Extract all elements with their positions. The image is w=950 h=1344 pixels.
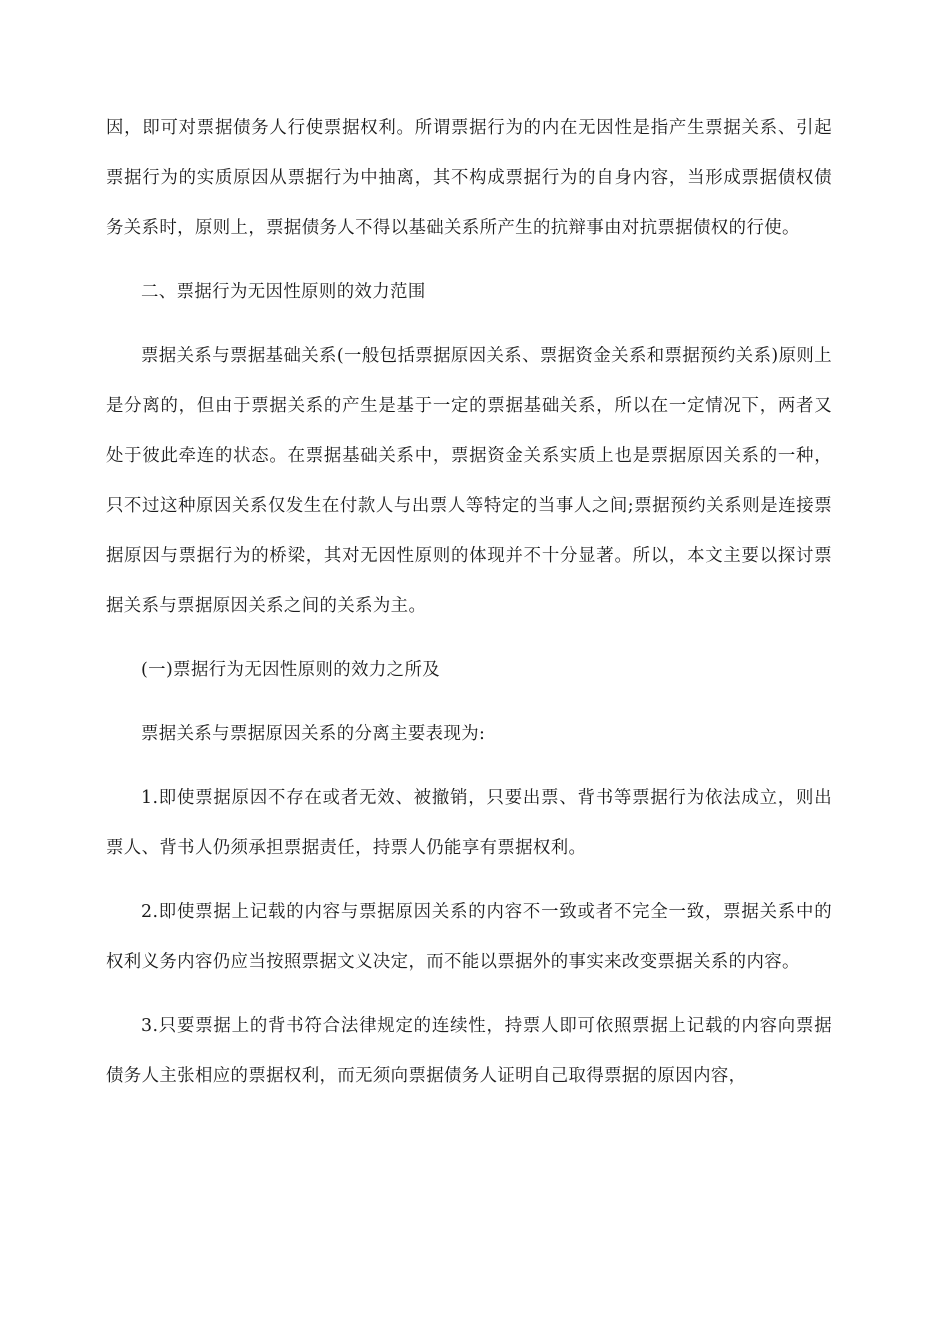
section-heading: 二、票据行为无因性原则的效力范围 <box>141 282 426 302</box>
paragraph: 票据关系与票据原因关系的分离主要表现为: <box>141 724 486 744</box>
list-item-paragraph: 1.即使票据原因不存在或者无效、被撤销，只要出票、背书等票据行为依法成立，则出票人、背书人仍须承担票据责任，持票人仍能享有票据权利。 <box>106 788 832 858</box>
list-item-paragraph: 3.只要票据上的背书符合法律规定的连续性，持票人即可依照票据上记载的内容向票据债务人主张相应的票据权利，而无须向票据债务人证明自己取得票据的原因内容， <box>106 1016 832 1086</box>
paragraph-continuation: 因，即可对票据债务人行使票据权利。所谓票据行为的内在无因性是指产生票据关系、引起票据行为的实质原因从票据行为中抽离，其不构成票据行为的自身内容，当形成票据债权债务关系时，原则上，票据债务人不得以基础关系所产生的抗辩事由对抗票据债权的行使。 <box>106 118 832 238</box>
subsection-heading: (一)票据行为无因性原则的效力之所及 <box>141 660 441 680</box>
list-item-paragraph: 2.即使票据上记载的内容与票据原因关系的内容不一致或者不完全一致，票据关系中的权利义务内容仍应当按照票据文义决定，而不能以票据外的事实来改变票据关系的内容。 <box>106 902 832 972</box>
paragraph: 票据关系与票据基础关系(一般包括票据原因关系、票据资金关系和票据预约关系)原则上是分离的，但由于票据关系的产生是基于一定的票据基础关系，所以在一定情况下，两者又处于彼此牵连的状态。在票据基础关系中，票据资金关系实质上也是票据原因关系的一种，只不过这种原因关系仅发生在付款人与出票人等特定的当事人之间;票据预约关系则是连接票据原因与票据行为的桥梁，其对无因性原则的体现并不十分显著。所以，本文主要以探讨票据关系与票据原因关系之间的关系为主。 <box>106 346 832 616</box>
document-body <box>106 103 832 1115</box>
